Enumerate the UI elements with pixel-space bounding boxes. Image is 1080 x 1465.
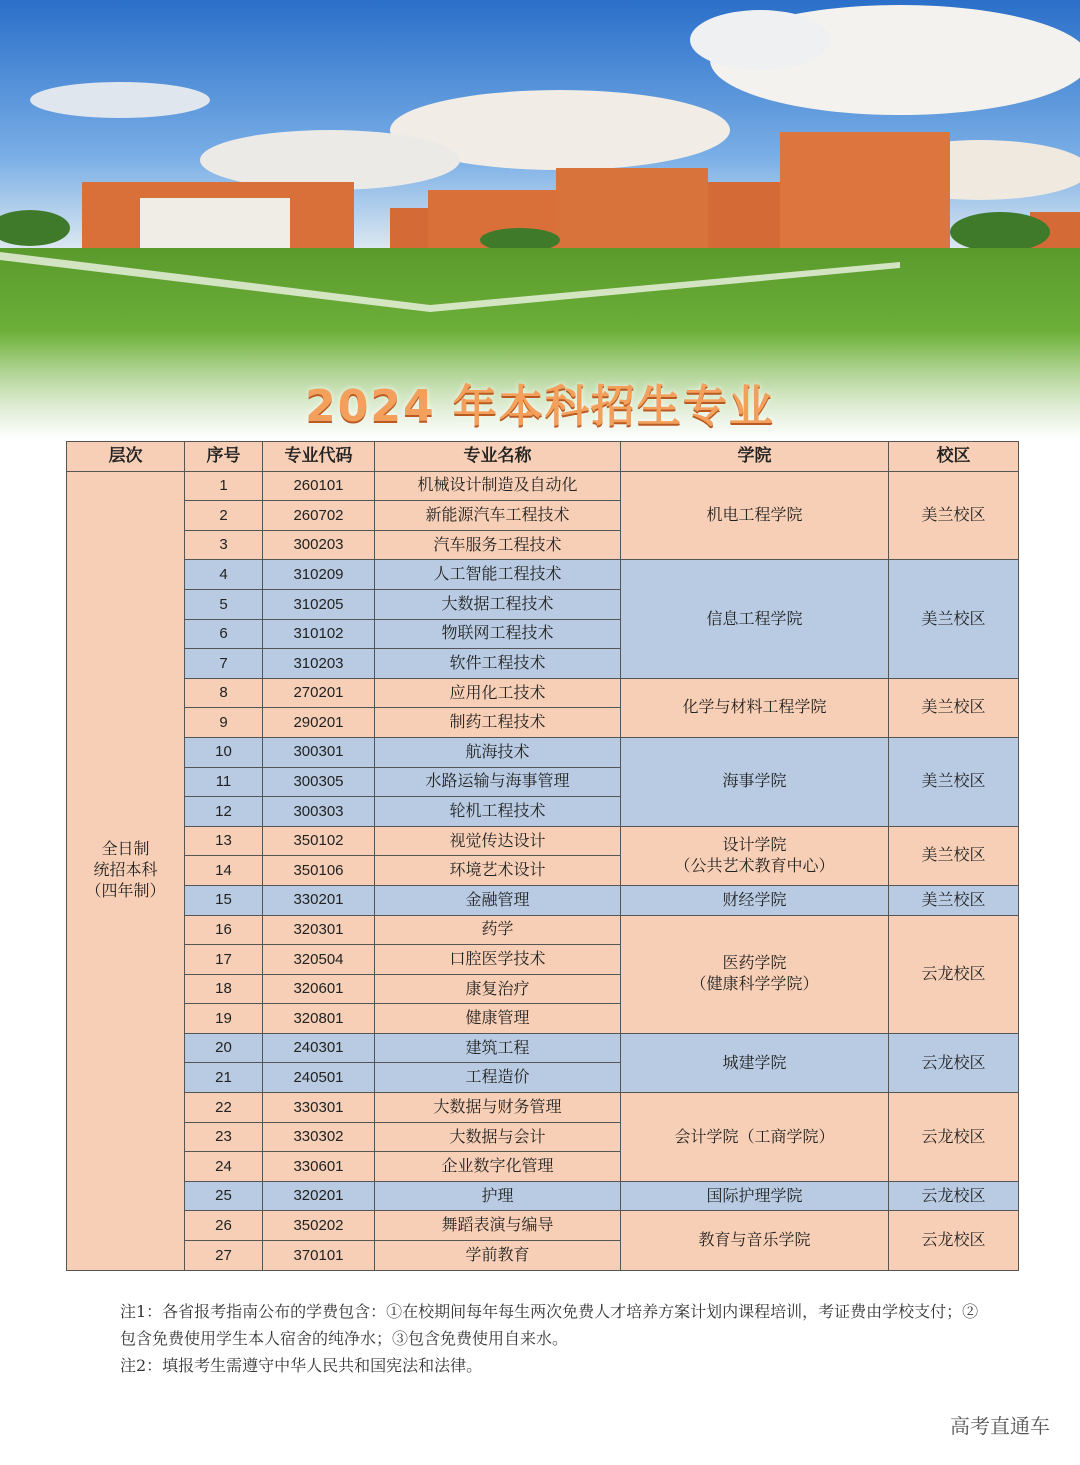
major-cell: 学前教育 [375, 1241, 621, 1271]
major-cell: 水路运输与海事管理 [375, 767, 621, 797]
number-cell: 5 [185, 589, 263, 619]
header-college: 学院 [621, 442, 889, 472]
note-2: 注2：填报考生需遵守中华人民共和国宪法和法律。 [120, 1356, 483, 1375]
college-cell [621, 678, 889, 737]
number-cell: 4 [185, 560, 263, 590]
code-cell: 320504 [263, 945, 375, 975]
major-cell: 舞蹈表演与编导 [375, 1211, 621, 1241]
campus-cell: 美兰校区 [889, 737, 1019, 826]
code-cell: 310102 [263, 619, 375, 649]
notes [120, 1298, 980, 1379]
campus-cell: 美兰校区 [889, 560, 1019, 678]
code-cell: 260101 [263, 471, 375, 501]
college-cell [621, 1093, 889, 1182]
campus-cell: 美兰校区 [889, 678, 1019, 737]
college-line: 信息工程学院 [706, 608, 803, 628]
college-cell [621, 1033, 889, 1092]
number-cell: 2 [185, 501, 263, 531]
code-cell: 330201 [263, 885, 375, 915]
level-line: 统招本科 [93, 860, 158, 880]
college-line: 会计学院（工商学院） [674, 1126, 835, 1146]
major-cell: 大数据与财务管理 [375, 1093, 621, 1123]
college-line: 财经学院 [722, 889, 787, 909]
code-cell: 330302 [263, 1122, 375, 1152]
code-cell: 260702 [263, 501, 375, 531]
major-cell: 制药工程技术 [375, 708, 621, 738]
major-cell: 护理 [375, 1181, 621, 1211]
major-cell: 软件工程技术 [375, 649, 621, 679]
major-cell: 物联网工程技术 [375, 619, 621, 649]
page-title: 2024 年本科招生专业 [305, 381, 775, 432]
code-cell: 320601 [263, 974, 375, 1004]
header-number: 序号 [185, 442, 263, 472]
majors-table [66, 441, 1019, 1271]
code-cell: 300305 [263, 767, 375, 797]
code-cell: 320301 [263, 915, 375, 945]
college-line: 设计学院 [722, 835, 787, 855]
number-cell: 27 [185, 1241, 263, 1271]
campus-cell: 美兰校区 [889, 826, 1019, 885]
table-row [67, 560, 1019, 590]
number-cell: 26 [185, 1211, 263, 1241]
level-line: （四年制） [85, 881, 166, 900]
level-line: 全日制 [101, 839, 150, 859]
code-cell: 350202 [263, 1211, 375, 1241]
major-cell: 药学 [375, 915, 621, 945]
number-cell: 10 [185, 737, 263, 767]
number-cell: 1 [185, 471, 263, 501]
table-row [67, 1093, 1019, 1123]
campus-cell: 云龙校区 [889, 1211, 1019, 1270]
number-cell: 6 [185, 619, 263, 649]
number-cell: 24 [185, 1152, 263, 1182]
college-cell [621, 885, 889, 915]
note-1: 注1：各省报考指南公布的学费包含：①在校期间每年每生两次免费人才培养方案计划内课程培训，考证费由学校支付；②包含免费使用学生本人宿舍的纯净水；③包含免费使用自来水。 [120, 1302, 979, 1348]
college-cell [621, 1181, 889, 1211]
college-line: 机电工程学院 [706, 505, 803, 525]
table-header-row [67, 442, 1019, 472]
number-cell: 13 [185, 826, 263, 856]
table-row [67, 471, 1019, 501]
table-row [67, 1181, 1019, 1211]
number-cell: 19 [185, 1004, 263, 1034]
code-cell: 320201 [263, 1181, 375, 1211]
number-cell: 22 [185, 1093, 263, 1123]
number-cell: 20 [185, 1033, 263, 1063]
major-cell: 环境艺术设计 [375, 856, 621, 886]
major-cell: 建筑工程 [375, 1033, 621, 1063]
college-cell [621, 737, 889, 826]
major-cell: 大数据工程技术 [375, 589, 621, 619]
campus-cell: 云龙校区 [889, 915, 1019, 1033]
college-line: （公共艺术教育中心） [674, 855, 835, 875]
major-cell: 健康管理 [375, 1004, 621, 1034]
number-cell: 14 [185, 856, 263, 886]
number-cell: 7 [185, 649, 263, 679]
watermark: 高考直通车 [950, 1414, 1050, 1438]
number-cell: 12 [185, 797, 263, 827]
number-cell: 15 [185, 885, 263, 915]
hero-banner [0, 0, 1080, 440]
college-cell [621, 560, 889, 678]
campus-cell: 云龙校区 [889, 1181, 1019, 1211]
code-cell: 310203 [263, 649, 375, 679]
campus-cell: 美兰校区 [889, 885, 1019, 915]
number-cell: 21 [185, 1063, 263, 1093]
header-campus: 校区 [889, 442, 1019, 472]
code-cell: 300203 [263, 530, 375, 560]
table-row [67, 885, 1019, 915]
college-line: （健康科学学院） [690, 974, 819, 994]
code-cell: 240501 [263, 1063, 375, 1093]
code-cell: 330301 [263, 1093, 375, 1123]
college-line: 医药学院 [722, 953, 787, 973]
college-cell [621, 826, 889, 885]
college-cell [621, 1211, 889, 1270]
number-cell: 11 [185, 767, 263, 797]
code-cell: 300301 [263, 737, 375, 767]
campus-cell: 云龙校区 [889, 1033, 1019, 1092]
campus-cell: 美兰校区 [889, 471, 1019, 560]
major-cell: 工程造价 [375, 1063, 621, 1093]
code-cell: 240301 [263, 1033, 375, 1063]
number-cell: 18 [185, 974, 263, 1004]
number-cell: 25 [185, 1181, 263, 1211]
campus-cell: 云龙校区 [889, 1093, 1019, 1182]
college-line: 化学与材料工程学院 [682, 697, 827, 717]
major-cell: 视觉传达设计 [375, 826, 621, 856]
major-cell: 人工智能工程技术 [375, 560, 621, 590]
number-cell: 17 [185, 945, 263, 975]
major-cell: 企业数字化管理 [375, 1152, 621, 1182]
number-cell: 3 [185, 530, 263, 560]
major-cell: 汽车服务工程技术 [375, 530, 621, 560]
major-cell: 轮机工程技术 [375, 797, 621, 827]
code-cell: 330601 [263, 1152, 375, 1182]
number-cell: 23 [185, 1122, 263, 1152]
header-level: 层次 [67, 442, 185, 472]
number-cell: 8 [185, 678, 263, 708]
college-line: 城建学院 [722, 1052, 787, 1072]
major-cell: 应用化工技术 [375, 678, 621, 708]
college-line: 国际护理学院 [706, 1185, 803, 1205]
code-cell: 350106 [263, 856, 375, 886]
college-line: 海事学院 [722, 771, 787, 791]
code-cell: 300303 [263, 797, 375, 827]
level-cell [67, 471, 185, 1270]
code-cell: 320801 [263, 1004, 375, 1034]
table-row [67, 1211, 1019, 1241]
code-cell: 270201 [263, 678, 375, 708]
code-cell: 310205 [263, 589, 375, 619]
college-cell [621, 471, 889, 560]
major-cell: 口腔医学技术 [375, 945, 621, 975]
code-cell: 290201 [263, 708, 375, 738]
code-cell: 350102 [263, 826, 375, 856]
table-row [67, 737, 1019, 767]
header-major: 专业名称 [375, 442, 621, 472]
college-cell [621, 915, 889, 1033]
major-cell: 大数据与会计 [375, 1122, 621, 1152]
college-line: 教育与音乐学院 [698, 1230, 811, 1250]
code-cell: 310209 [263, 560, 375, 590]
major-cell: 机械设计制造及自动化 [375, 471, 621, 501]
table-row [67, 1033, 1019, 1063]
number-cell: 9 [185, 708, 263, 738]
table-row [67, 826, 1019, 856]
major-cell: 新能源汽车工程技术 [375, 501, 621, 531]
number-cell: 16 [185, 915, 263, 945]
header-code: 专业代码 [263, 442, 375, 472]
table-row [67, 915, 1019, 945]
major-cell: 康复治疗 [375, 974, 621, 1004]
major-cell: 金融管理 [375, 885, 621, 915]
major-cell: 航海技术 [375, 737, 621, 767]
table-row [67, 678, 1019, 708]
code-cell: 370101 [263, 1241, 375, 1271]
